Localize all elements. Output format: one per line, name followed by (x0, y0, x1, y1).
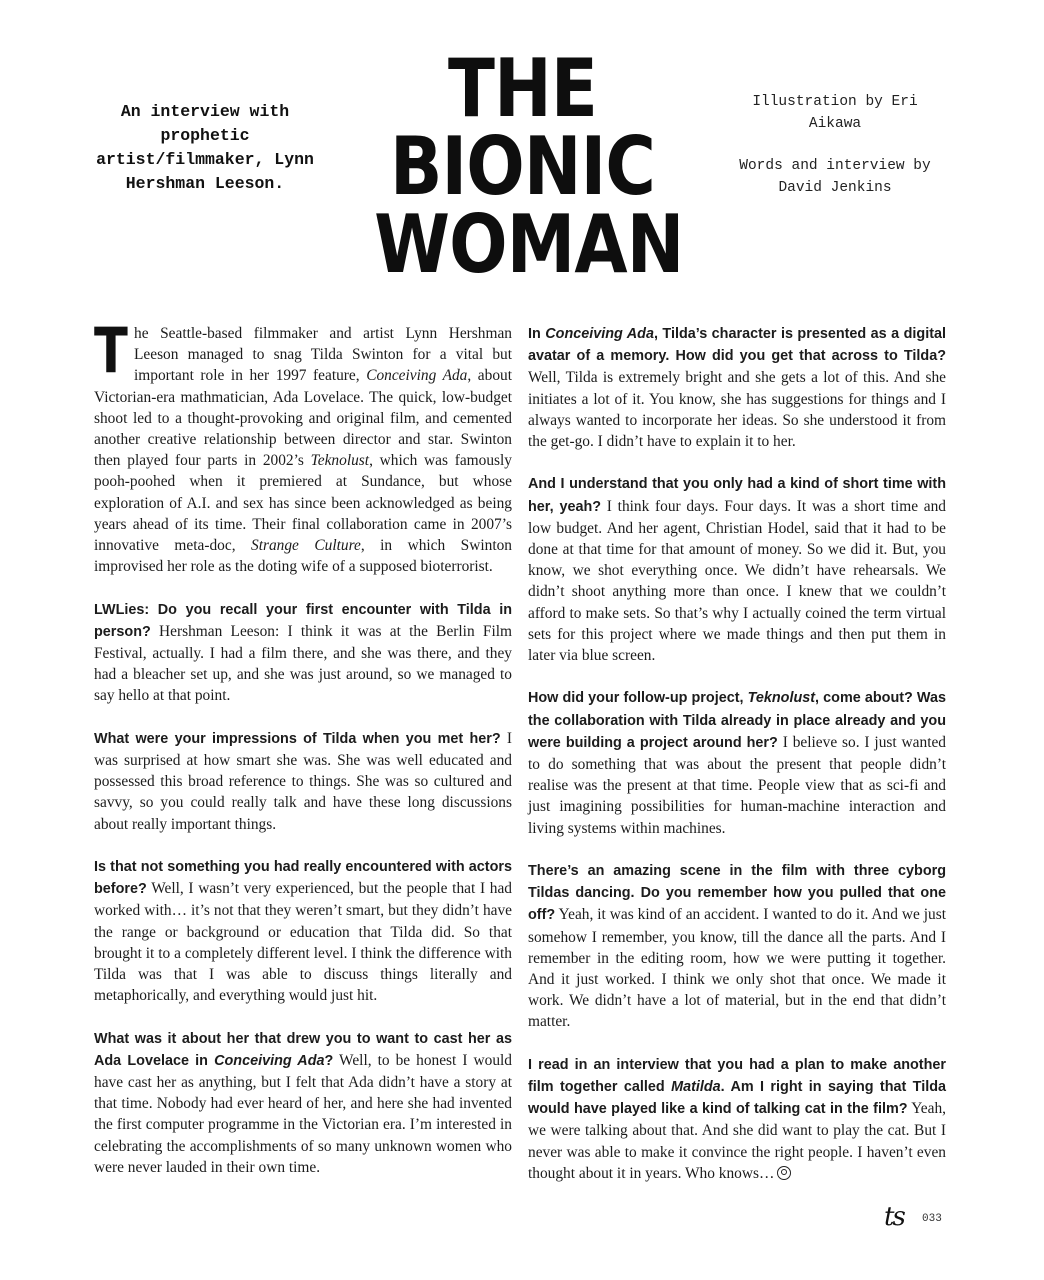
question: Is that not something you had really encountered with actors before? (94, 859, 512, 898)
qa-block (94, 599, 512, 707)
title-line: THE (448, 42, 597, 135)
qa-block (94, 1028, 512, 1178)
magazine-logo: ts (884, 1202, 904, 1232)
end-mark-icon (777, 1166, 791, 1180)
answer: Well, Tilda is extremely bright and she gets a lot of this. And she initiates a lot of it. You know, she has suggestions for things and I always wanted to incorporate her ideas. So she understood it from the get-go. I didn’t have to explain it to her. (528, 369, 946, 451)
answer: Hershman Leeson: I think it was at the Berlin Film Festival, actually. I had a film there, and she was there, and they had a bleacher set up, and she was just around, so we managed to say hello at that point. (94, 622, 512, 705)
left-column (94, 314, 512, 1199)
intro-paragraph: The Seattle-based filmmaker and artist Lynn Hershman Leeson managed to snag Tilda Swinton for a vital but important role in her 1997 feature, Conceiving Ada, about Victorian-era mathmatician, Ada Lovelace. The quick, low-budget shoot led to a thought-provoking and original film, and cemented another creative relationship between director and star. Swinton then played four parts in 2002’s Teknolust, which was famously pooh-poohed when it premiered at Sundance, but whose exploration of A.I. and sex has since been acknowledged as being years ahead of its time. Their final collaboration came in 2007’s innovative meta-doc, Strange Culture, in which Swinton improvised her role as the doting wife of a supposed bioterrorist. (94, 314, 512, 576)
qa-block (528, 1054, 946, 1184)
answer: Yeah, we were talking about that. And she did want to play the cat. But I never was able to make it convince the right people. I haven’t even thought about it in years. Who knows… (528, 1100, 946, 1182)
answer: Well, I wasn’t very experienced, but the people that I had worked with… it’s not that they weren’t smart, but they didn’t have the range or background or education that Tilda did. So that brought it to a completely different level. I think the difference with Tilda was that I was able to discuss things literally and metaphorically, and everything would just hit. (94, 880, 512, 1005)
qa-block (528, 473, 946, 666)
words-credit: Words and interview by David Jenkins (739, 158, 931, 196)
film-title: Conceiving Ada (366, 367, 468, 385)
qa-block (528, 687, 946, 838)
answer: Well, to be honest I would have cast her as anything, but I felt that Ada didn’t have a story at that time. Nobody had ever heard of her, and here she had invented the first computer programme in the Victorian era. I’m interested in celebrating the accomplishments of so many unknown women who were never lauded in their own time. (94, 1051, 512, 1176)
question: And I understand that you only had a kind of short time with her, yeah? (528, 476, 946, 515)
question: There’s an amazing scene in the film with three cyborg Tildas dancing. Do you remember how you pulled that one off? (528, 863, 946, 924)
question: How did your follow-up project, Teknolust, come about? Was the collaboration with Tilda already in place already and you were building a project around her? (528, 690, 946, 751)
page-title (350, 42, 695, 291)
qa-block (528, 323, 946, 452)
page-number: 033 (922, 1213, 942, 1225)
qa-block (94, 856, 512, 1006)
right-column (528, 323, 946, 1205)
illustration-credit: Illustration by Eri Aikawa (752, 94, 918, 132)
question: In Conceiving Ada, Tilda’s character is presented as a digital avatar of a memory. How did you get that across to Tilda? (528, 326, 946, 365)
qa-block (94, 728, 512, 835)
title-line: BIONIC (389, 120, 656, 213)
title-line: WOMAN (374, 198, 684, 291)
answer: I think four days. Four days. It was a short time and low budget. And her agent, Christian Hodel, said that it had to be done at that time for that amount of money. So we did it. But, you know, we shot everything once. We didn’t have rehearsals. We didn’t shoot anything more than once. I knew that we couldn’t afford to make sets. So that’s why I actually coined the term virtual sets for this project where we made things and then put them in later via blue screen. (528, 497, 947, 665)
drop-cap: T (94, 314, 128, 387)
answer: Yeah, it was kind of an accident. I wanted to do it. And we just somehow I remember, you know, till the dance all the parts. And I remember in the editing room, how we were putting it together. And it just worked. I think we only shot that once. We made it work. We didn’t have a lot of material, but in the end that didn’t matter. (528, 906, 946, 1031)
question: What was it about her that drew you to want to cast her as Ada Lovelace in Conceiving Ada? (94, 1030, 512, 1069)
film-title: Teknolust (747, 690, 816, 707)
answer: I believe so. I just wanted to do something that was about the present that people didn’t realise was the present at that time. People view that as sci-fi and just imagining possibilities for human-machine interaction and living systems within machines. (528, 733, 946, 837)
film-title: Teknolust (310, 452, 370, 470)
intro-blurb: An interview with prophetic artist/filmmaker, Lynn Hershman Leeson. (96, 102, 314, 193)
film-title: Strange Culture (251, 537, 361, 555)
film-title: Matilda (671, 1079, 721, 1096)
qa-block (528, 860, 946, 1033)
credits (735, 92, 935, 199)
film-title: Conceiving Ada (214, 1052, 325, 1069)
question: LWLies: Do you recall your first encounter with Tilda in person? (94, 601, 512, 640)
film-title: Conceiving Ada (545, 326, 654, 342)
question: What were your impressions of Tilda when you met her? (94, 730, 501, 747)
answer: I was surprised at how smart she was. She was well educated and possessed this broad reference to things. She was so cultured and savvy, so you could really talk and have these long discussions about really important things. (94, 729, 512, 833)
question: I read in an interview that you had a plan to make another film together called Matilda. Am I right in saying that Tilda would have played like a kind of talking cat in the film? (528, 1056, 946, 1118)
